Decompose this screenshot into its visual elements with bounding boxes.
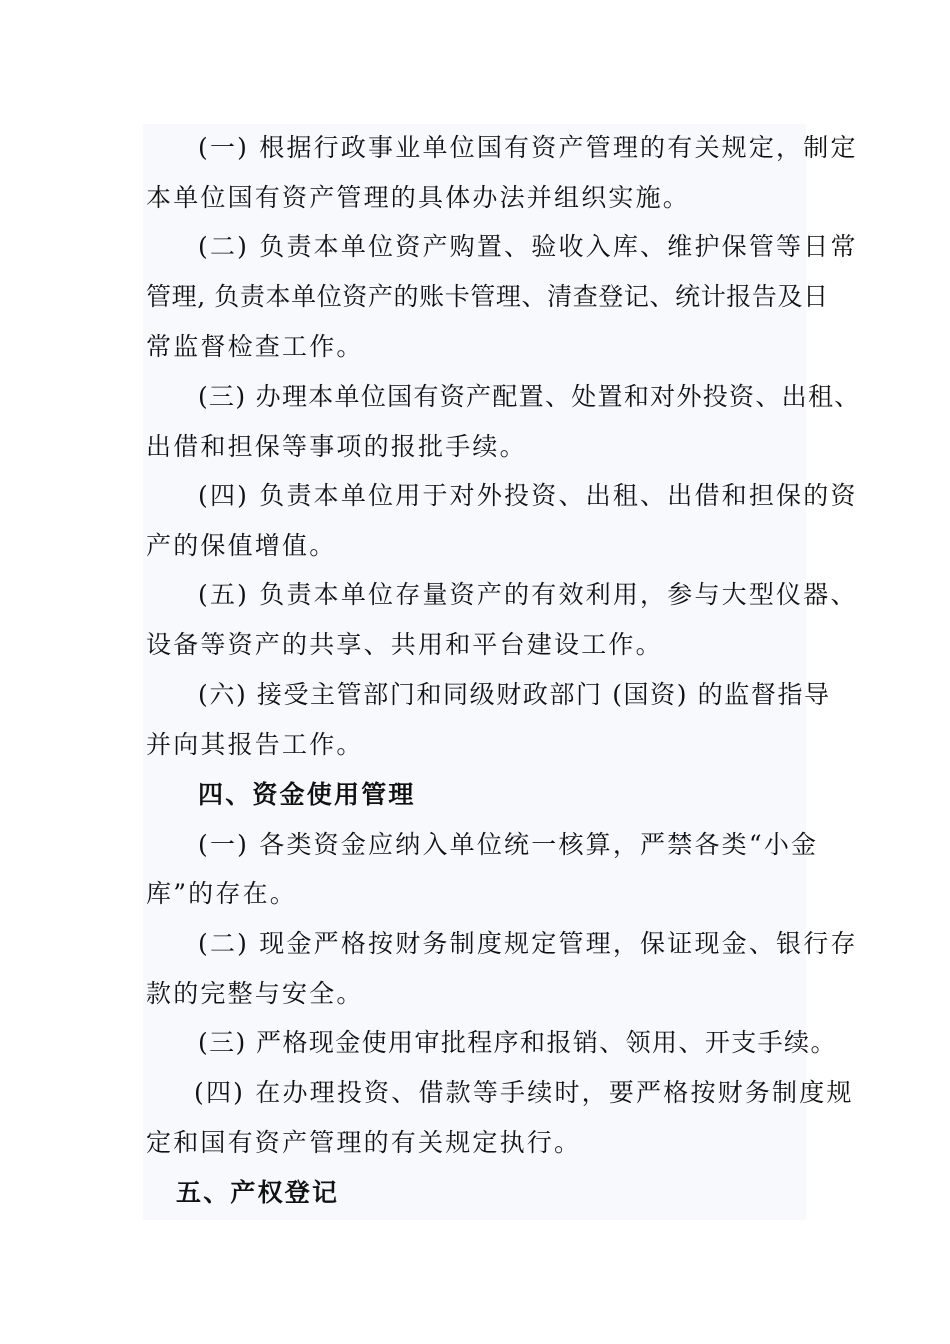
paragraph-line: 并向其报告工作。 — [146, 730, 364, 759]
paragraph-line: 库”的存在。 — [146, 879, 297, 908]
paragraph-line: (一) 根据行政事业单位国有资产管理的有关规定，制定 — [198, 133, 858, 162]
paragraph-line: (四) 在办理投资、借款等手续时，要严格按财务制度规 — [194, 1078, 854, 1107]
paragraph-line: 款的完整与安全。 — [146, 979, 364, 1008]
paragraph-line: (三) 严格现金使用审批程序和报销、领用、开支手续。 — [198, 1028, 837, 1057]
paragraph-line: (二) 现金严格按财务制度规定管理，保证现金、银行存 — [198, 929, 858, 958]
paragraph-line: (二) 负责本单位资产购置、验收入库、维护保管等日常 — [198, 232, 858, 261]
section-heading: 四、资金使用管理 — [198, 780, 416, 809]
paragraph-line: (六) 接受主管部门和同级财政部门 (国资) 的监督指导 — [198, 680, 831, 709]
paragraph-line: (五) 负责本单位存量资产的有效利用，参与大型仪器、 — [198, 580, 858, 609]
section-heading: 五、产权登记 — [176, 1178, 340, 1207]
paragraph-line: 本单位国有资产管理的具体办法并组织实施。 — [146, 183, 691, 212]
paragraph-line: (一) 各类资金应纳入单位统一核算，严禁各类“小金 — [198, 830, 819, 859]
paragraph-line: 出借和担保等事项的报批手续。 — [146, 432, 527, 461]
paragraph-line: 设备等资产的共享、共用和平台建设工作。 — [146, 630, 663, 659]
paragraph-line: 管理, 负责本单位资产的账卡管理、清查登记、统计报告及日 — [146, 282, 829, 311]
paragraph-line: 产的保值增值。 — [146, 531, 337, 560]
paragraph-line: (三) 办理本单位国有资产配置、处置和对外投资、出租、 — [198, 382, 861, 411]
paragraph-line: (四) 负责本单位用于对外投资、出租、出借和担保的资 — [198, 481, 858, 510]
paragraph-line: 定和国有资产管理的有关规定执行。 — [146, 1128, 582, 1157]
paragraph-line: 常监督检查工作。 — [146, 332, 364, 361]
